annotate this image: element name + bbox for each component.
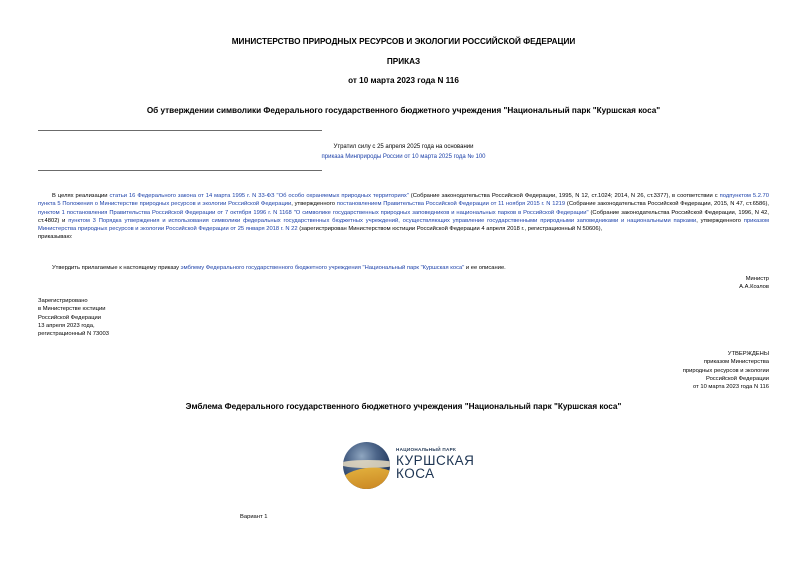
approval-line: природных ресурсов и экологии <box>682 367 769 374</box>
ministry-heading: МИНИСТЕРСТВО ПРИРОДНЫХ РЕСУРСОВ И ЭКОЛОГИИ РОССИЙСКОЙ ФЕДЕРАЦИИ <box>231 37 576 46</box>
text-span: (Собрание законодательства Российской Федерации, 1995, N 12, ст.1024; 2014, N 26, ст.3377), в соответствии с <box>408 193 720 199</box>
logo-title-line: КОСА <box>396 466 435 481</box>
approval-line: Российской Федерации <box>705 375 769 382</box>
text-span: , утвержденного <box>291 201 337 208</box>
text-span: В целях реализации <box>52 193 110 199</box>
logo-wave-shape <box>343 460 390 468</box>
divider-bottom <box>38 170 322 171</box>
symbolics-decree-link[interactable]: пунктом 1 постановления Правительства Российской Федерации от 7 октября 1996 г. N 1168 "О символике государственных природных заповедников и национальных парков в Российской Федерации" <box>38 209 589 216</box>
page-title: Об утверждении символики Федерального государственного бюджетного учреждения "Национальный парк "Куршская коса" <box>146 106 661 115</box>
registration-line: Зарегистрировано <box>38 298 88 304</box>
registration-line: в Министерстве юстиции <box>38 306 106 313</box>
logo-subtitle: НАЦИОНАЛЬНЫЙ ПАРК <box>396 447 457 452</box>
procedure-link[interactable]: пунктом 3 Порядка утверждения и использования символики федеральных государственных бюджетных учреждений, осуществляющих управление государственными природными заповедниками и национальными парками <box>68 217 697 224</box>
registration-line: 13 апреля 2023 года, <box>38 322 95 329</box>
approval-block <box>683 350 769 391</box>
approval-line: УТВЕРЖДЕНЫ <box>727 351 769 357</box>
doc-type: ПРИКАЗ <box>386 57 421 66</box>
emblem-heading: Эмблема Федерального государственного бюджетного учреждения "Национальный парк "Куршская коса" <box>185 402 622 411</box>
approval-line: от 10 марта 2023 года N 116 <box>693 384 769 391</box>
text-span: и ее описание. <box>464 265 506 271</box>
logo-title <box>396 454 474 480</box>
body-paragraph-1 <box>38 192 769 242</box>
park-logo <box>340 436 475 492</box>
status-note: Утратил силу с 25 апреля 2025 года на основании <box>333 144 474 150</box>
text-span: (Собрание законодательства Российской Федерации, 1996, N 42, ст.4802) и <box>38 209 769 224</box>
repeal-order-link[interactable]: приказа Минприроды России от 10 марта 2025 года № 100 <box>321 154 486 160</box>
regulation-link[interactable]: подпунктом 5.2.70 пункта 5 Положения о Министерстве природных ресурсов и экологии Российской Федерации <box>38 193 769 208</box>
logo-title-line: КУРШСКАЯ <box>396 453 475 468</box>
logo-dune-shape <box>343 464 390 489</box>
body-paragraph-2 <box>38 264 769 272</box>
emblem-link[interactable]: эмблему Федерального государственного бюджетного учреждения "Национальный парк "Куршская коса" <box>180 265 465 271</box>
text-span: (зарегистрирован Министерством юстиции Российской Федерации 4 апреля 2018 г., регистрационный N 50606), <box>297 226 603 233</box>
law-link[interactable]: статьи 16 Федерального закона от 14 марта 1995 г. N 33-ФЗ "Об особо охраняемых природных территориях" <box>109 193 409 199</box>
text-span: (Собрание законодательства Российской Федерации, 2015, N 47, ст.6586), <box>565 201 770 208</box>
signature-role: Министр <box>745 276 769 282</box>
registration-block <box>38 297 109 338</box>
divider-top <box>38 130 322 131</box>
ministry-order-link[interactable]: приказом Министерства природных ресурсов и экологии Российской Федерации от 25 января 2018 г. N 22 <box>38 217 770 233</box>
text-span: приказываю: <box>38 234 73 241</box>
signature-name: А.А.Козлов <box>739 284 769 291</box>
registration-line: регистрационный N 73003 <box>38 331 109 338</box>
text-span: Утвердить прилагаемые к настоящему приказу <box>52 265 181 271</box>
text-span: , утвержденного <box>696 217 744 224</box>
signature-block <box>739 275 769 292</box>
variant-label: Вариант 1 <box>240 514 268 520</box>
logo-emblem-icon <box>343 442 390 489</box>
approval-line: приказом Министерства <box>703 359 769 366</box>
status-note-link-wrap <box>0 153 807 161</box>
doc-date-number: от 10 марта 2023 года N 116 <box>348 76 459 85</box>
government-decree-link[interactable]: постановлением Правительства Российской Федерации от 11 ноября 2015 г. N 1219 <box>336 201 566 208</box>
registration-line: Российской Федерации <box>38 314 102 321</box>
